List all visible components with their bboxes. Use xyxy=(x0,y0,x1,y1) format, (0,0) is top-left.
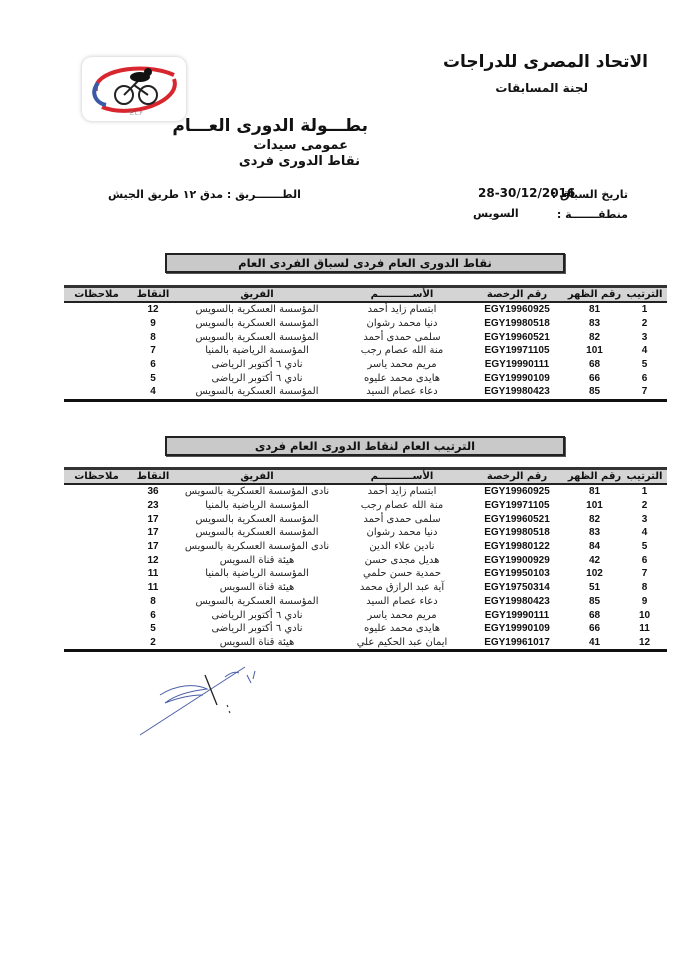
team: المؤسسة العسكرية بالسويس xyxy=(195,318,319,330)
table-row xyxy=(64,317,667,331)
rank: 7 xyxy=(641,386,648,398)
col-points: النقاط xyxy=(136,471,170,482)
points: 2 xyxy=(150,636,156,648)
license: EGY19960521 xyxy=(484,331,550,343)
rank: 8 xyxy=(641,582,648,594)
rank: 10 xyxy=(638,609,651,621)
rank: 1 xyxy=(641,486,648,498)
bib: 41 xyxy=(588,636,601,648)
col-team: الفريق xyxy=(240,289,274,300)
table-row xyxy=(64,512,667,526)
race-results-title: نقاط الدورى العام فردى لسباق الفردى العام xyxy=(165,253,565,273)
notes xyxy=(64,371,129,385)
bib: 42 xyxy=(588,554,601,566)
points: 4 xyxy=(150,386,156,398)
notes xyxy=(64,540,129,554)
points: 6 xyxy=(150,359,156,371)
points: 12 xyxy=(147,304,159,316)
notes xyxy=(64,622,129,636)
points: 17 xyxy=(147,513,159,525)
table-header-row xyxy=(64,469,667,485)
bib: 83 xyxy=(588,318,601,330)
rider-name: منة الله عصام رجب xyxy=(360,345,444,357)
team: نادي ٦ أكتوبر الرياضى xyxy=(211,372,303,384)
bib: 51 xyxy=(588,582,601,594)
team: المؤسسة العسكرية بالسويس xyxy=(195,595,319,607)
notes xyxy=(64,317,129,331)
rank: 9 xyxy=(641,595,648,607)
points: 6 xyxy=(150,609,156,621)
col-license: رقم الرخصة xyxy=(486,289,548,300)
rank: 2 xyxy=(641,318,648,330)
bib: 82 xyxy=(588,513,601,525)
rank: 2 xyxy=(641,500,648,512)
notes xyxy=(64,330,129,344)
rank: 5 xyxy=(641,359,648,371)
license: EGY19960925 xyxy=(484,486,550,498)
team: المؤسسة الرياضية بالمنيا xyxy=(205,345,309,357)
bib: 85 xyxy=(588,386,601,398)
rank: 3 xyxy=(641,331,648,343)
bib: 81 xyxy=(588,304,601,316)
notes xyxy=(64,499,129,513)
col-team: الفريق xyxy=(240,471,274,482)
notes xyxy=(64,358,129,372)
team: المؤسسة العسكرية بالسويس xyxy=(195,304,319,316)
svg-text:E.C.F: E.C.F xyxy=(130,111,143,117)
rank: 6 xyxy=(641,554,648,566)
notes xyxy=(64,344,129,358)
license: EGY19900929 xyxy=(484,554,550,566)
rank: 11 xyxy=(639,623,650,635)
license: EGY19980122 xyxy=(484,541,550,553)
committee-name: لجنة المسابقات xyxy=(495,81,588,95)
team: المؤسسة الرياضية بالمنيا xyxy=(205,500,309,512)
rank: 6 xyxy=(641,372,648,384)
rider-name: دعاء عصام السيد xyxy=(366,386,438,398)
license: EGY19980518 xyxy=(484,527,550,539)
col-bib: رقم الظهر xyxy=(567,289,622,300)
table-row xyxy=(64,553,667,567)
col-license: رقم الرخصة xyxy=(486,471,548,482)
license: EGY19971105 xyxy=(484,345,550,357)
license: EGY19990109 xyxy=(484,372,550,384)
rank: 3 xyxy=(641,513,648,525)
rider-name: منة الله عصام رجب xyxy=(360,500,444,512)
rider-name: ابتسام زايد أحمد xyxy=(367,486,437,498)
category-title: عمومى سيدات xyxy=(253,138,348,153)
notes xyxy=(64,553,129,567)
rider-name: هايدى محمد عليوه xyxy=(363,372,441,384)
table-row xyxy=(64,385,667,400)
team: المؤسسة العسكرية بالسويس xyxy=(195,513,319,525)
license: EGY19750314 xyxy=(484,582,550,594)
col-notes: ملاحظات xyxy=(74,471,119,482)
rider-name: دنيا محمد رشوان xyxy=(366,318,438,330)
table-row xyxy=(64,567,667,581)
table-header-row xyxy=(64,287,667,303)
bib: 101 xyxy=(586,500,603,512)
table-row xyxy=(64,358,667,372)
bib: 66 xyxy=(588,372,601,384)
table-row xyxy=(64,344,667,358)
rank: 4 xyxy=(641,527,648,539)
notes xyxy=(64,608,129,622)
license: EGY19980423 xyxy=(484,386,550,398)
table-row xyxy=(64,526,667,540)
bib: 85 xyxy=(588,595,601,607)
table-row xyxy=(64,608,667,622)
notes xyxy=(64,302,129,317)
team: المؤسسة العسكرية بالسويس xyxy=(195,527,319,539)
race-date-label: تاريخ السباق : xyxy=(551,188,628,201)
license: EGY19980423 xyxy=(484,595,550,607)
bib: 66 xyxy=(588,623,601,635)
team: نادي ٦ أكتوبر الرياضى xyxy=(211,359,303,371)
rank: 4 xyxy=(641,345,648,357)
notes xyxy=(64,636,129,651)
points: 5 xyxy=(150,372,156,384)
rider-name: نادين علاء الدين xyxy=(369,541,435,553)
notes xyxy=(64,484,129,499)
table-row xyxy=(64,636,667,651)
notes xyxy=(64,512,129,526)
license: EGY19980518 xyxy=(484,318,550,330)
notes xyxy=(64,581,129,595)
team: نادى المؤسسة العسكرية بالسويس xyxy=(184,486,330,498)
rider-name: حمدية حسن حلمي xyxy=(362,568,442,580)
table-row xyxy=(64,371,667,385)
rider-name: سلمى حمدى أحمد xyxy=(363,513,441,525)
license: EGY19990111 xyxy=(484,609,550,621)
rider-name: مريم محمد ياسر xyxy=(367,359,437,371)
route-info: الطـــــــريق : مدق ١٢ طريق الجيش xyxy=(108,188,301,201)
license: EGY19971105 xyxy=(484,500,550,512)
team: المؤسسة العسكرية بالسويس xyxy=(195,331,319,343)
table-row xyxy=(64,499,667,513)
col-notes: ملاحظات xyxy=(74,289,119,300)
table-row xyxy=(64,302,667,317)
rider-name: ايمان عبد الحكيم علي xyxy=(356,636,448,648)
table-row xyxy=(64,595,667,609)
col-bib: رقم الظهر xyxy=(567,471,622,482)
organization-name: الاتحاد المصرى للدراجات xyxy=(442,52,648,72)
col-rank: الترتيب xyxy=(626,289,663,300)
table-row xyxy=(64,540,667,554)
license: EGY19990109 xyxy=(484,623,550,635)
rank: 7 xyxy=(641,568,648,580)
rider-name: آية عبد الرازق محمد xyxy=(359,582,445,594)
handwritten-signature-icon xyxy=(135,665,345,745)
table-row xyxy=(64,622,667,636)
team: هيئة قناة السويس xyxy=(219,636,295,648)
table-row xyxy=(64,484,667,499)
bib: 82 xyxy=(588,331,601,343)
rider-name: دعاء عصام السيد xyxy=(366,595,438,607)
rider-name: ابتسام زايد أحمد xyxy=(367,304,437,316)
bib: 102 xyxy=(586,568,603,580)
points: 8 xyxy=(150,331,156,343)
points: 7 xyxy=(150,345,156,357)
col-points: النقاط xyxy=(136,289,170,300)
table-row xyxy=(64,581,667,595)
license: EGY19961017 xyxy=(484,636,550,648)
col-name: الأســــــــــم xyxy=(370,289,434,300)
license: EGY19960521 xyxy=(484,513,550,525)
table-row xyxy=(64,330,667,344)
notes xyxy=(64,567,129,581)
race-date: 28-30/12/2016 xyxy=(478,186,576,200)
bib: 81 xyxy=(588,486,601,498)
points: 23 xyxy=(147,500,159,512)
team: نادى المؤسسة العسكرية بالسويس xyxy=(184,541,330,553)
rider-name: مريم محمد ياسر xyxy=(367,609,437,621)
points: 11 xyxy=(147,582,159,594)
region-value: السويس xyxy=(473,207,519,220)
points: 9 xyxy=(150,318,156,330)
points: 36 xyxy=(147,486,159,498)
overall-standings-table xyxy=(64,467,667,652)
federation-logo xyxy=(82,57,186,121)
col-rank: الترتيب xyxy=(626,471,663,482)
license: EGY19950103 xyxy=(484,568,550,580)
notes xyxy=(64,595,129,609)
race-results-table xyxy=(64,285,667,402)
bib: 84 xyxy=(588,541,601,553)
points: 17 xyxy=(147,541,159,553)
points: 17 xyxy=(147,527,159,539)
col-name: الأســــــــــم xyxy=(370,471,434,482)
bib: 68 xyxy=(588,609,601,621)
points: 12 xyxy=(147,554,159,566)
subtitle: نقاط الدورى فردى xyxy=(238,154,360,169)
team: هيئة قناة السويس xyxy=(219,554,295,566)
team: نادي ٦ أكتوبر الرياضى xyxy=(211,609,303,621)
overall-standings-title: الترتيب العام لنقاط الدورى العام فردى xyxy=(165,436,565,456)
points: 11 xyxy=(147,568,159,580)
team: هيئة قناة السويس xyxy=(219,582,295,594)
notes xyxy=(64,526,129,540)
rank: 1 xyxy=(641,304,648,316)
rider-name: سلمى حمدى أحمد xyxy=(363,331,441,343)
cyclist-logo-icon xyxy=(82,57,186,121)
region-label: منطقـــــــة : xyxy=(556,208,628,221)
team: المؤسسة الرياضية بالمنيا xyxy=(205,568,309,580)
rider-name: هديل مجدى حسن xyxy=(364,554,440,566)
rider-name: هايدى محمد عليوه xyxy=(363,623,441,635)
bib: 101 xyxy=(586,345,603,357)
rank: 5 xyxy=(641,541,648,553)
rank: 12 xyxy=(638,636,651,648)
bib: 68 xyxy=(588,359,601,371)
team: المؤسسة العسكرية بالسويس xyxy=(195,386,319,398)
points: 5 xyxy=(150,623,156,635)
license: EGY19960925 xyxy=(484,304,550,316)
bib: 83 xyxy=(588,527,601,539)
team: نادي ٦ أكتوبر الرياضى xyxy=(211,623,303,635)
points: 8 xyxy=(150,595,156,607)
rider-name: دنيا محمد رشوان xyxy=(366,527,438,539)
championship-title: بطـــولة الدورى العـــام xyxy=(172,116,368,136)
notes xyxy=(64,385,129,400)
license: EGY19990111 xyxy=(484,359,550,371)
